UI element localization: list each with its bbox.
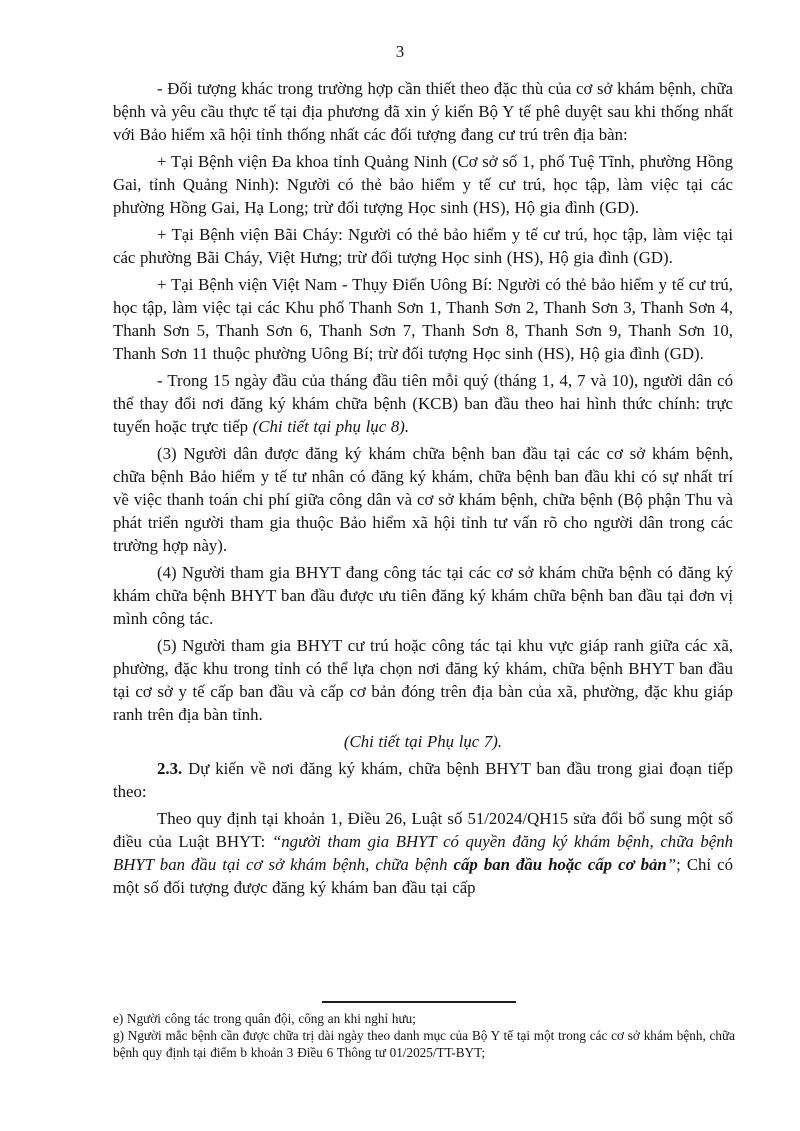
text-run: 2.3. (157, 759, 183, 778)
paragraph (113, 1010, 735, 1027)
paragraph (113, 730, 733, 753)
text-run: Theo quy định tại khoản 1, Điều 26, Luật số 51/2024/QH15 sửa đổi bổ sung một số điều của Luật BHYT: (113, 809, 733, 851)
text-run: ” (666, 855, 677, 874)
paragraph (113, 369, 733, 438)
document-body (113, 77, 733, 903)
paragraph (113, 1027, 735, 1061)
text-run: Dự kiến về nơi đăng ký khám, chữa bệnh BHYT ban đầu trong giai đoạn tiếp theo: (113, 759, 733, 801)
text-run: (4) Người tham gia BHYT đang công tác tại các cơ sở khám chữa bệnh có đăng ký khám chữa bệnh BHYT ban đầu được ưu tiên đăng ký khám chữa bệnh ban đầu tại đơn vị mình công tác. (113, 563, 733, 628)
paragraph (113, 634, 733, 726)
text-run: (Chi tiết tại Phụ lục 7). (343, 732, 503, 751)
text-run: + Tại Bệnh viện Bãi Cháy: Người có thẻ bảo hiểm y tế cư trú, học tập, làm việc tại các phường Bãi Cháy, Việt Hưng; trừ đối tượng Học sinh (HS), Hộ gia đình (GD). (113, 225, 733, 267)
text-run: - Trong 15 ngày đầu của tháng đầu tiên mỗi quý (tháng 1, 4, 7 và 10), người dân có thể thay đổi nơi đăng ký khám chữa bệnh (KCB) ban đầu theo hai hình thức chính: trực tuyến hoặc trực tiếp (113, 371, 733, 436)
paragraph (113, 757, 733, 803)
text-run: (Chi tiết tại phụ lục 8). (252, 417, 410, 436)
text-run: - Đối tượng khác trong trường hợp cần thiết theo đặc thù của cơ sở khám bệnh, chữa bệnh và yêu cầu thực tế tại địa phương đã xin ý kiến Bộ Y tế phê duyệt sau khi thống nhất với Bảo hiểm xã hội tỉnh thống nhất các đối tượng đang cư trú trên địa bàn: (113, 79, 733, 144)
paragraph (113, 273, 733, 365)
paragraph (113, 807, 733, 899)
footnote-separator (322, 1001, 516, 1003)
text-run: + Tại Bệnh viện Việt Nam - Thụy Điển Uông Bí: Người có thẻ bảo hiểm y tế cư trú, học tập, làm việc tại các Khu phố Thanh Sơn 1, Thanh Sơn 2, Thanh Sơn 3, Thanh Sơn 4, Thanh Sơn 5, Thanh Sơn 6, Thanh Sơn 7, Thanh Sơn 8, Thanh Sơn 9, Thanh Sơn 10, Thanh Sơn 11 thuộc phường Uông Bí; trừ đối tượng Học sinh (HS), Hộ gia đình (GD). (113, 275, 733, 363)
text-run: “người tham gia BHYT có quyền đăng ký khám bệnh, chữa bệnh BHYT ban đầu tại cơ sở khám bệnh, chữa bệnh (113, 832, 733, 874)
paragraph (113, 150, 733, 219)
text-run: e) Người công tác trong quân đội, công an khi nghỉ hưu; (113, 1011, 416, 1026)
text-run: cấp ban đầu hoặc cấp cơ bản (453, 855, 667, 874)
text-run: ; Chỉ có một số đối tượng được đăng ký khám ban đầu tại cấp (113, 855, 733, 897)
paragraph (113, 77, 733, 146)
text-run: g) Người mắc bệnh cần được chữa trị dài ngày theo danh mục của Bộ Y tế tại một trong các cơ sở khám bệnh, chữa bệnh quy định tại điểm b khoản 3 Điều 6 Thông tư 01/2025/TT-BYT; (113, 1028, 735, 1060)
paragraph (113, 223, 733, 269)
paragraph (113, 442, 733, 557)
paragraph (113, 561, 733, 630)
text-run: (3) Người dân được đăng ký khám chữa bệnh ban đầu tại các cơ sở khám bệnh, chữa bệnh Bảo hiểm y tế tư nhân có đăng ký khám, chữa bệnh ban đầu khi có sự nhất trí về việc thanh toán chi phí giữa công dân và cơ sở khám bệnh, chữa bệnh (Bộ phận Thu và phát triển người tham gia thuộc Bảo hiểm xã hội tỉnh tư vấn rõ cho người dân trong các trường hợp này). (113, 444, 733, 555)
text-run: + Tại Bệnh viện Đa khoa tỉnh Quảng Ninh (Cơ sở số 1, phố Tuệ Tĩnh, phường Hồng Gai, tỉnh Quảng Ninh): Người có thẻ bảo hiểm y tế cư trú, học tập, làm việc tại các phường Hồng Gai, Hạ Long; trừ đối tượng Học sinh (HS), Hộ gia đình (GD). (113, 152, 733, 217)
text-run: (5) Người tham gia BHYT cư trú hoặc công tác tại khu vực giáp ranh giữa các xã, phường, đặc khu trong tỉnh có thể lựa chọn nơi đăng ký khám, chữa bệnh BHYT ban đầu tại cơ sở y tế cấp ban đầu và cấp cơ bản đóng trên địa bàn của xã, phường, đặc khu giáp ranh trên địa bàn tỉnh. (113, 636, 733, 724)
page-number: 3 (395, 42, 405, 61)
footnotes (113, 1010, 735, 1061)
